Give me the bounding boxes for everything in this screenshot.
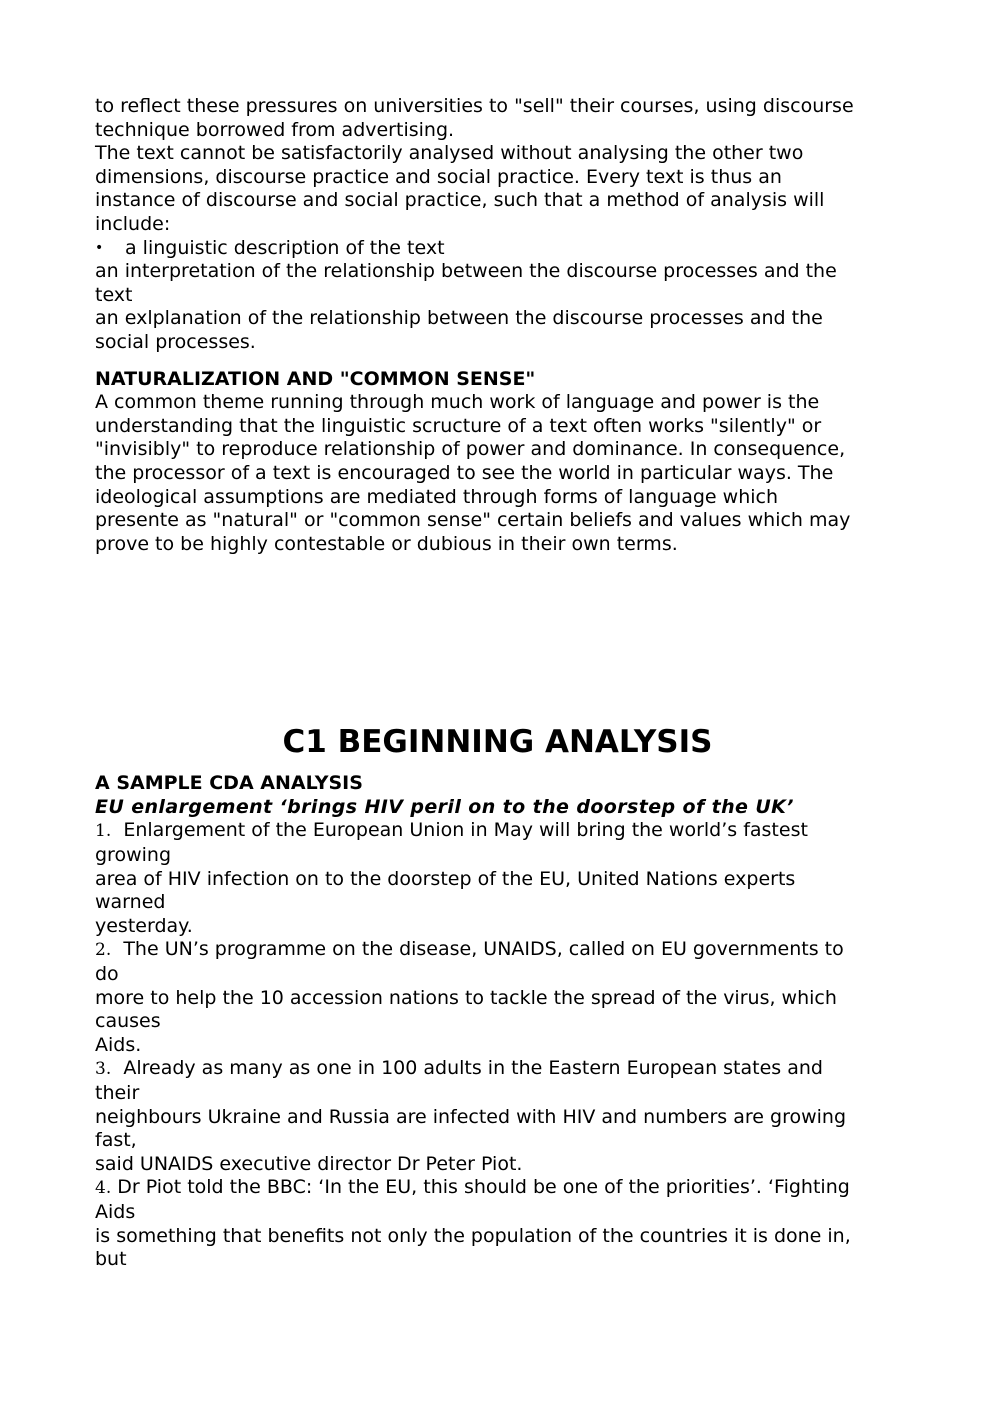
intro-paragraph-2 xyxy=(95,142,900,236)
text-line: neighbours Ukraine and Russia are infected with HIV and numbers are growing xyxy=(95,1105,847,1128)
text-line: causes xyxy=(95,1010,161,1033)
text-line: A common theme running through much work of language and power is the xyxy=(95,391,820,414)
text-line: their xyxy=(95,1082,140,1104)
text-line: "invisibly" to reproduce relationship of power and dominance. In consequence, xyxy=(95,438,846,461)
intro-paragraph-1 xyxy=(95,95,900,142)
text-line: Aids xyxy=(95,1200,136,1223)
text-line: The text cannot be satisfactorily analysed without analysing the other two xyxy=(95,142,804,165)
text-line: social processes. xyxy=(95,330,256,353)
text-line: an interpretation of the relationship between the discourse processes and the xyxy=(95,260,837,283)
text-line: Dr Piot told the BBC: ‘In the EU, this should be one of the priorities’. ‘Fighting xyxy=(117,1176,850,1199)
text-line: warned xyxy=(95,891,166,914)
article-paragraph-4 xyxy=(95,1176,900,1271)
paragraph-number: 4. xyxy=(95,1178,112,1199)
text-line: to reflect these pressures on universities to "sell" their courses, using discourse xyxy=(95,95,854,117)
text-line: Already as many as one in 100 adults in the Eastern European states and xyxy=(123,1057,823,1080)
text-line: is something that benefits not only the population of the countries it is done in, xyxy=(95,1224,851,1247)
text-line: area of HIV infection on to the doorstep of the EU, United Nations experts xyxy=(95,867,796,890)
text-line: do xyxy=(95,963,119,986)
text-line: dimensions, discourse practice and social practice. Every text is thus an xyxy=(95,165,782,188)
section-heading: NATURALIZATION AND "COMMON SENSE" xyxy=(95,367,536,390)
article-paragraph-3 xyxy=(95,1057,900,1176)
text-line: The UN’s programme on the disease, UNAIDS, called on EU governments to xyxy=(123,938,844,961)
text-line: understanding that the linguistic scructure of a text often works "silently" or xyxy=(95,414,822,437)
paragraph-number: 2. xyxy=(95,940,112,961)
text-line: fast, xyxy=(95,1129,137,1152)
text-line: prove to be highly contestable or dubious in their own terms. xyxy=(95,532,678,555)
chapter-title: C1 BEGINNING ANALYSIS xyxy=(282,724,713,761)
bullet-item xyxy=(95,237,900,261)
text-line: text xyxy=(95,283,133,306)
text-line: Aids. xyxy=(95,1033,142,1056)
text-line: ideological assumptions are mediated through forms of language which xyxy=(95,485,779,508)
text-line: instance of discourse and social practice, such that a method of analysis will xyxy=(95,189,825,212)
spacer xyxy=(95,556,900,722)
document-page xyxy=(95,95,900,1272)
bullet-icon: • xyxy=(95,239,104,256)
spacer xyxy=(95,355,900,368)
text-line: but xyxy=(95,1248,127,1271)
text-line: Enlargement of the European Union in May will bring the world’s fastest xyxy=(123,819,808,842)
text-line: technique borrowed from advertising. xyxy=(95,118,455,141)
naturalization-section xyxy=(95,368,900,557)
text-line: presente as "natural" or "common sense" certain beliefs and values which may xyxy=(95,509,851,532)
section-heading: A SAMPLE CDA ANALYSIS xyxy=(95,772,363,795)
text-line: said UNAIDS executive director Dr Peter Piot. xyxy=(95,1152,523,1175)
text-line: include: xyxy=(95,212,171,235)
text-line: the processor of a text is encouraged to see the world in particular ways. The xyxy=(95,461,834,484)
paragraph-number: 1. xyxy=(95,821,112,842)
text-line: more to help the 10 accession nations to tackle the spread of the virus, which xyxy=(95,986,837,1009)
text-line: yesterday. xyxy=(95,914,193,937)
analysis-steps xyxy=(95,260,900,354)
paragraph-number: 3. xyxy=(95,1059,112,1080)
sample-analysis-section xyxy=(95,772,900,1271)
text-line: growing xyxy=(95,844,171,867)
article-paragraph-1 xyxy=(95,819,900,938)
article-title: EU enlargement ‘brings HIV peril on to the doorstep of the UK’ xyxy=(95,795,794,818)
bullet-text: a linguistic description of the text xyxy=(125,236,445,259)
article-paragraph-2 xyxy=(95,938,900,1057)
text-line: an exlplanation of the relationship between the discourse processes and the xyxy=(95,307,823,330)
